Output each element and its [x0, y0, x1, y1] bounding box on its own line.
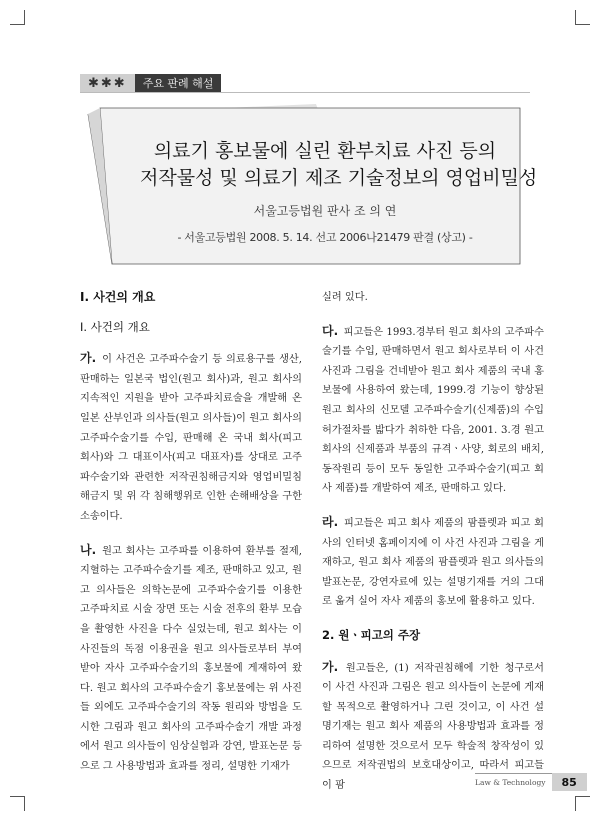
crop-mark-bottom-left	[10, 796, 25, 811]
paragraph	[80, 349, 302, 526]
paragraph-text: 피고들은 피고 회사 제품의 팜플렛과 피고 회사의 인터넷 홈페이지에 이 사건 사진과 그림을 게재하고, 원고 회사 제품의 팜플렛과 원고 의사들의 발표논문, 강연자료에 있는 설명기재를 거의 그대로 옮겨 실어 자사 제품의 홍보에 활용하고 있다.	[322, 517, 544, 608]
paragraph-marker: 가.	[80, 351, 97, 366]
paragraph-text: 원고 회사는 고주파를 이용하여 환부를 절제, 지혈하는 고주파수술기를 제조, 판매하고 있고, 원고 의사들은 의학논문에 고주파수술기를 이용한 고주파치료 시술 장면 또는 시술 전후의 환부 모습을 촬영한 사진을 다수 실었는데, 원고 회사는 이 사진들의 독점 이용권을 원고 의사들로부터 부여받아 자사 고주파수술기의 홍보물에 게재하여 왔다. 원고 회사의 고주파수술기 홍보물에는 위 사진들 외에도 고주파수술기의 작동 원리와 방법을 도시한 그림과 원고 회사의 고주파수술기 개발 과정에서 원고 의사들이 임상실험과 강연, 발표논문 등으로 그 사용방법과 효과를 정리, 설명한 기재가	[80, 545, 302, 773]
paragraph: 실려 있다.	[322, 292, 368, 303]
section-tag	[80, 74, 221, 92]
author: 서울고등법원 판사 조 의 연	[253, 204, 397, 218]
paragraph-text: 원고들은, (1) 저작권침해에 기한 청구로서 이 사건 사진과 그림은 원고 의사들이 논문에 게재할 목적으로 촬영하거나 그린 것이고, 이 사건 설명기재는 원고 회사 제품의 사용방법과 효과를 정리하여 설명한 것으로서 모두 학술적 창작성이 있으므로 저작권법의 보호대상이고, 따라서 피고들이 팜	[322, 662, 544, 792]
section-divider	[80, 92, 530, 93]
paragraph-marker: 나.	[80, 542, 97, 557]
stars-icon: ✱✱✱	[80, 74, 135, 92]
page-number: 85	[552, 773, 587, 791]
paragraph-marker: 다.	[322, 323, 339, 338]
title-line-2: 저작물성 및 의료기 제조 기술정보의 영업비밀성	[140, 167, 538, 189]
journal-name: Law & Technology	[475, 773, 552, 791]
paragraph	[80, 541, 302, 777]
crop-mark-top-right	[575, 10, 590, 25]
page-footer	[475, 773, 587, 791]
title-line-1: 의료기 홍보물에 실린 환부치료 사진 등의	[153, 140, 497, 162]
crop-mark-bottom-right	[575, 796, 590, 811]
crop-mark-top-left	[10, 10, 25, 25]
paragraph-text: 이 사건은 고주파수술기 등 의료용구를 생산, 판매하는 일본국 법인(원고 회사)과, 원고 회사의 지속적인 지원을 받아 고주파치료술을 개발해 온 일본 산부인과 의사들(원고 의사들)이 원고 회사의 고주파수술기를 수입, 판매해 온 국내 회사(피고 회사)와 그 대표이사(피고 대표자)를 상대로 고주파수술기와 관련한 저작권침해금지와 영업비밀침해금지 및 위 각 침해행위로 인한 손해배상을 구한 소송이다.	[80, 354, 302, 522]
case-citation: - 서울고등법원 2008. 5. 14. 선고 2006나21479 판결 (상고) -	[177, 231, 473, 244]
paragraph	[322, 513, 544, 612]
subsection-heading: I. 사건의 개요	[80, 319, 150, 334]
paragraph	[322, 322, 544, 499]
paragraph-marker: 가.	[322, 659, 339, 674]
right-column	[322, 288, 544, 810]
paragraph-marker: 라.	[322, 514, 339, 529]
subsection-heading: 2. 원ㆍ피고의 주장	[322, 627, 421, 642]
title-block	[140, 138, 538, 245]
title-box	[80, 100, 538, 270]
left-column	[80, 288, 302, 791]
section-heading: I. 사건의 개요	[80, 290, 156, 304]
paragraph-text: 피고들은 1993.경부터 원고 회사의 고주파수술기를 수입, 판매하면서 원고 회사로부터 이 사건 사진과 그림을 건네받아 원고 회사 제품의 국내 홍보물에 사용하여 왔는데, 1999.경 기능이 향상된 원고 회사의 신모델 고주파수술기(신제품)의 수입허가절차를 밟다가 취하한 다음, 2001. 3.경 원고 회사의 신제품과 부품의 규격ㆍ사양, 회로의 배치, 동작원리 등이 모두 동일한 고주파수술기(피고 회사 제품)를 개발하여 제조, 판매하고 있다.	[322, 326, 544, 495]
section-label: 주요 판례 해설	[135, 74, 222, 92]
